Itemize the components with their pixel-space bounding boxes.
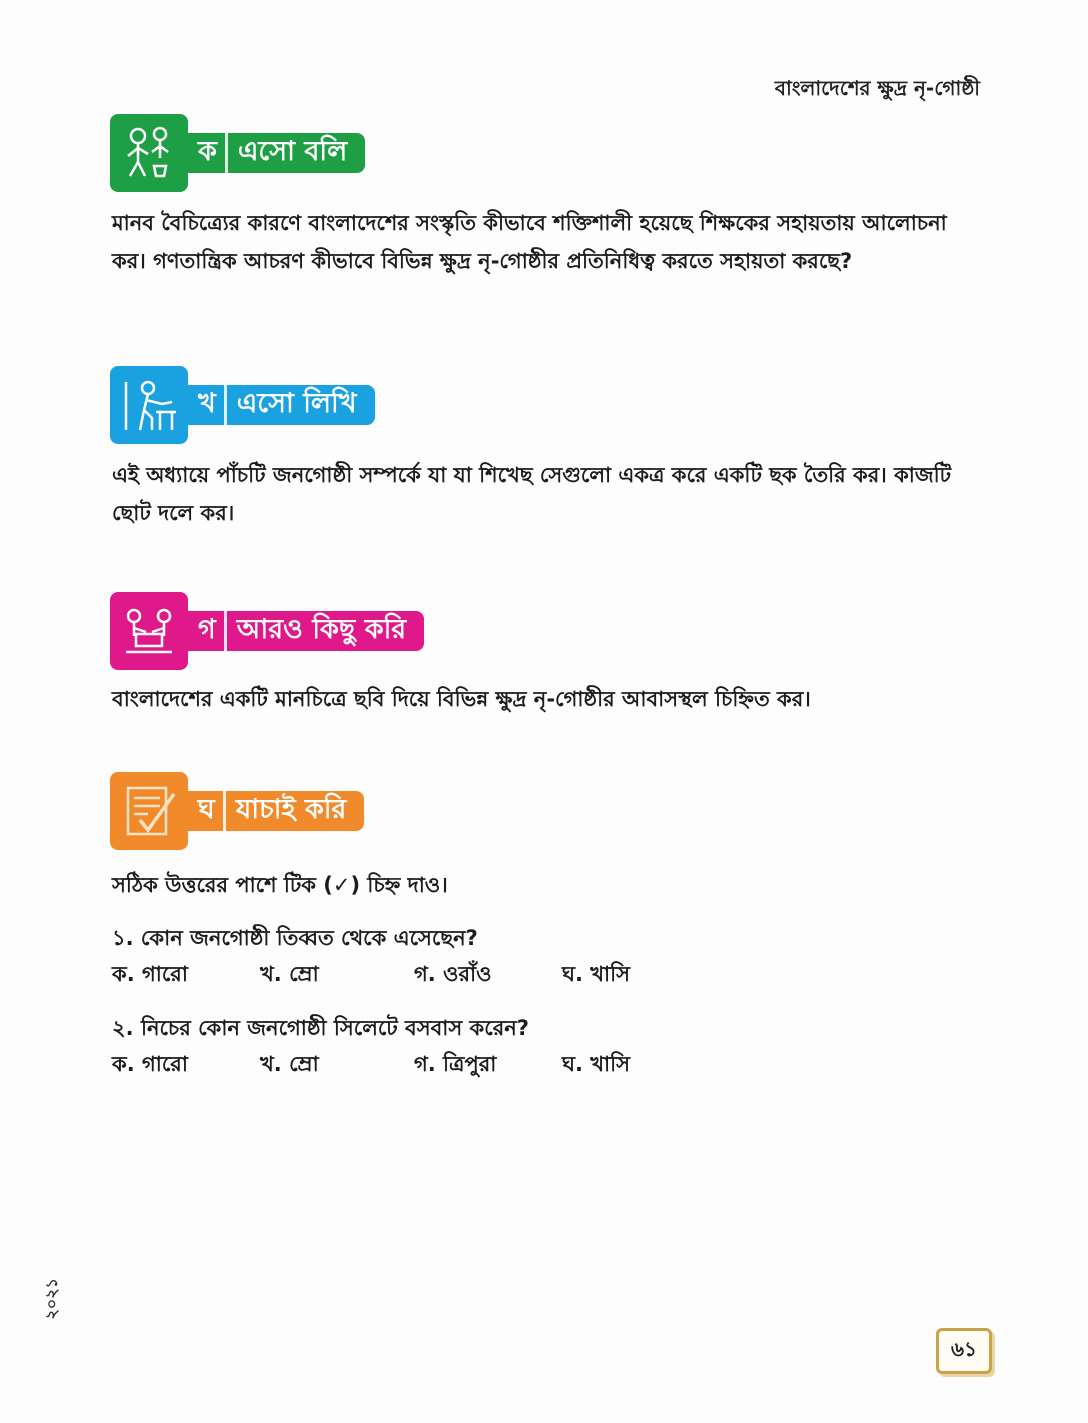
section-text-ka: মানব বৈচিত্র্যের কারণে বাংলাদেশের সংস্কৃতি কীভাবে শক্তিশালী হয়েছে শিক্ষকের সহায়তায় আলোচনা কর। গণতান্ত্রিক আচরণ কীভাবে বিভিন্ন ক্ষুদ্র নৃ-গোষ্ঠীর প্রতিনিধিত্ব করতে সহায়তা করছে? [112, 211, 947, 273]
section-text-gha: সঠিক উত্তরের পাশে টিক (✓) চিহ্ন দাও। [112, 873, 448, 897]
option-kha: খ. ম্রো [260, 962, 319, 986]
section-letter: খ [198, 383, 227, 428]
section-text-kha: এই অধ্যায়ে পাঁচটি জনগোষ্ঠী সম্পর্কে যা যা শিখেছ সেগুলো একত্র করে একটি ছক তৈরি কর। কাজটি ছোট দলে কর। [112, 463, 952, 525]
section-banner-gha [110, 780, 364, 842]
section-letter: গ [198, 609, 227, 654]
page-number [936, 1328, 992, 1374]
checklist-icon [110, 772, 188, 850]
section-title-tab [180, 385, 375, 425]
section-title: এসো লিখি [236, 387, 357, 419]
running-header: বাংলাদেশের ক্ষুদ্র নৃ-গোষ্ঠী [774, 76, 980, 100]
section-title: এসো বলি [237, 135, 348, 167]
option-ka: ক. গারো [112, 1052, 188, 1076]
section-title-tab [180, 791, 364, 831]
option-gha: ঘ. খাসি [562, 1052, 631, 1076]
option-ga: গ. ওরাঁও [414, 962, 492, 986]
section-letter: ক [198, 131, 228, 176]
section-title: যাচাই করি [235, 793, 347, 825]
section-text-ga: বাংলাদেশের একটি মানচিত্রে ছবি দিয়ে বিভিন্ন ক্ষুদ্র নৃ-গোষ্ঠীর আবাসস্থল চিহ্নিত কর। [112, 687, 811, 711]
group-work-icon [110, 592, 188, 670]
question-2: ২. নিচের কোন জনগোষ্ঠী সিলেটে বসবাস করেন? [112, 1016, 529, 1040]
section-letter: ঘ [198, 789, 226, 834]
section-banner-ga [110, 600, 424, 662]
section-title-tab [180, 133, 365, 173]
section-title: আরও কিছু করি [236, 613, 407, 645]
section-title-tab [180, 611, 424, 651]
option-ga: গ. ত্রিপুরা [414, 1052, 497, 1076]
question-1: ১. কোন জনগোষ্ঠী তিব্বত থেকে এসেছেন? [112, 926, 478, 950]
writing-icon [110, 366, 188, 444]
discussion-icon [110, 114, 188, 192]
option-kha: খ. ম্রো [260, 1052, 319, 1076]
page-number-text: ৬১ [951, 1336, 977, 1361]
section-banner-ka [110, 122, 365, 184]
question-2-options [112, 1048, 712, 1082]
side-year-mark: ২০২১ [42, 1278, 61, 1320]
question-1-options [112, 958, 712, 992]
option-ka: ক. গারো [112, 962, 188, 986]
option-gha: ঘ. খাসি [562, 962, 631, 986]
section-banner-kha [110, 374, 375, 436]
